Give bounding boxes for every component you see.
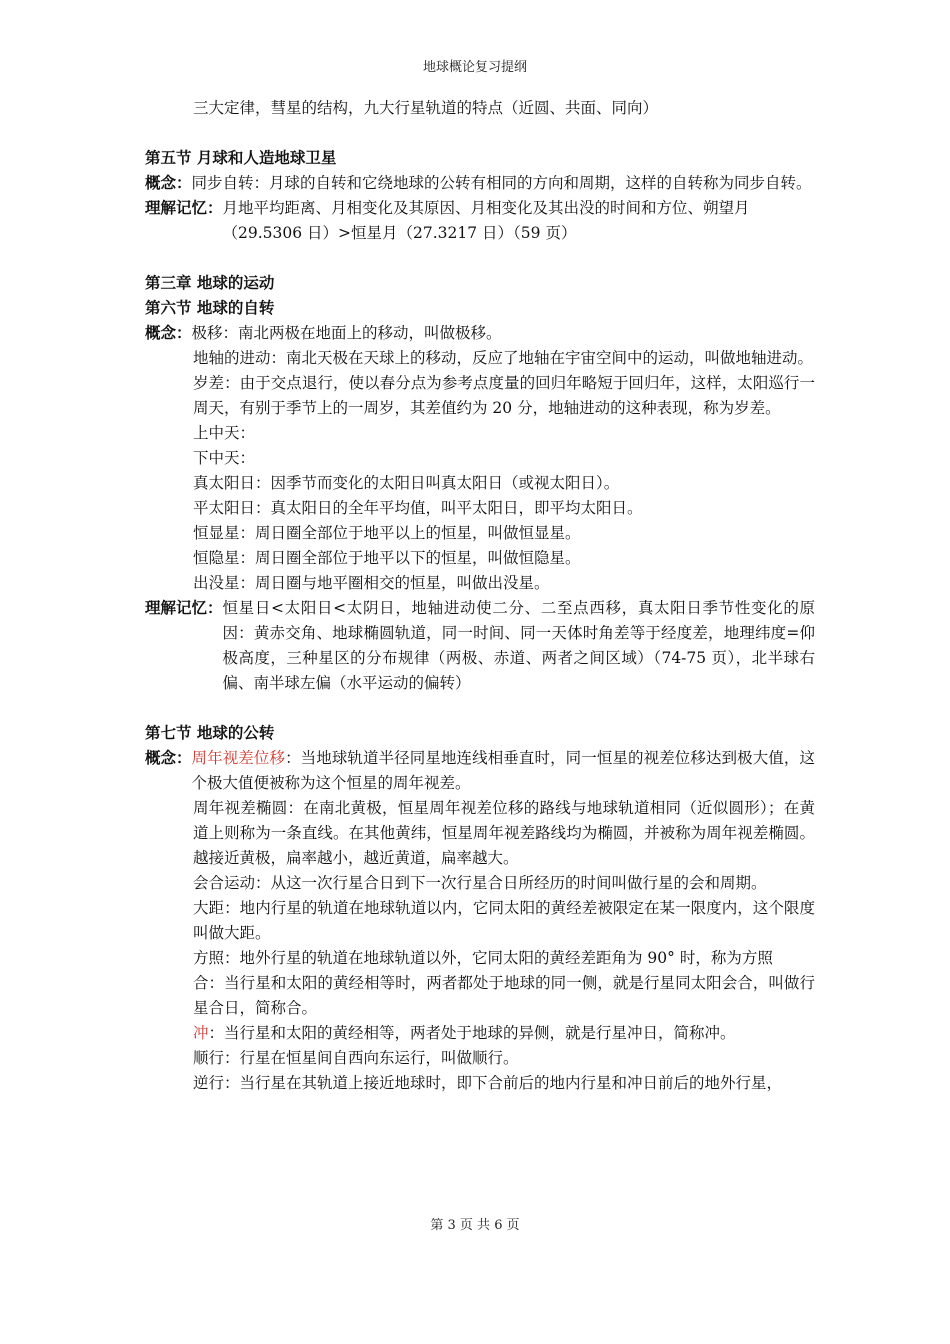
concept-item: 出没星：周日圈与地平圈相交的恒星，叫做出没星。 (193, 574, 550, 592)
paragraph: 三大定律，彗星的结构，九大行星轨道的特点（近圆、共面、同向） (193, 99, 659, 117)
concept-item: 合：当行星和太阳的黄经相等时，两者都处于地球的同一侧，就是行星同太阳会合，叫做行星合日，简称合。 (193, 974, 815, 1017)
concept-item: 恒隐星：周日圈全部位于地平以下的恒星，叫做恒隐星。 (193, 549, 581, 567)
memory-block (145, 596, 815, 696)
concept-label: 概念： (145, 174, 192, 192)
memory-text: （29.5306 日）>恒星月（27.3217 日）（59 页） (222, 224, 577, 242)
section-title: 第五节 月球和人造地球卫星 (145, 149, 337, 167)
concept-text: 极移：南北两极在地面上的移动，叫做极移。 (191, 324, 502, 342)
concept-text: 同步自转：月球的自转和它绕地球的公转有相同的方向和周期，这样的自转称为同步自转。 (191, 174, 812, 192)
memory-text: 恒星日<太阳日<太阴日，地轴进动使二分、二至点西移，真太阳日季节性变化的原因：黄赤交角、地球椭圆轨道，同一时间、同一天体时角差等于经度差，地理纬度=仰极高度，三种星区的分布规律（两极、赤道、两者之间区域）（74-75 页），北半球右偏、南半球左偏（水平运动的偏转） (222, 599, 815, 692)
concept-item: 上中天： (193, 424, 256, 442)
section-title: 第七节 地球的公转 (145, 724, 275, 742)
chapter-title: 第三章 地球的运动 (145, 274, 275, 292)
memory-text: 月地平均距离、月相变化及其原因、月相变化及其出没的时间和方位、朔望月 (222, 199, 750, 217)
page-header: 地球概论复习提纲 (422, 60, 527, 75)
concept-item: 会合运动：从这一次行星合日到下一次行星合日所经历的时间叫做行星的会和周期。 (193, 874, 767, 892)
concept-item: 地轴的进动：南北天极在天球上的移动，反应了地轴在宇宙空间中的运动，叫做地轴进动。 (193, 349, 814, 367)
document-body (145, 96, 815, 1096)
concept-list (145, 346, 815, 596)
concept-item: 真太阳日：因季节而变化的太阳日叫真太阳日（或视太阳日）。 (193, 474, 620, 492)
concept-item: 大距：地内行星的轨道在地球轨道以内，它同太阳的黄经差被限定在某一限度内，这个限度叫做大距。 (193, 899, 815, 942)
concept-block (145, 746, 815, 796)
concept-item: 周年视差椭圆：在南北黄极，恒星周年视差位移的路线与地球轨道相同（近似圆形）；在黄道上则称为一条直线。在其他黄纬，恒星周年视差路线均为椭圆，并被称为周年视差椭圆。越接近黄极，扁率越小，越近黄道，扁率越大。 (193, 799, 815, 867)
concept-block (145, 321, 815, 346)
concept-item: 岁差：由于交点退行，使以春分点为参考点度量的回归年略短于回归年，这样，太阳巡行一周天，有别于季节上的一周岁，其差值约为 20 分，地轴进动的这种表现，称为岁差。 (193, 374, 815, 417)
memory-label: 理解记忆： (145, 199, 223, 217)
highlighted-term: 冲 (193, 1024, 209, 1042)
concept-item (193, 1021, 815, 1046)
concept-item: 顺行：行星在恒星间自西向东运行，叫做顺行。 (193, 1049, 519, 1067)
memory-block (145, 196, 815, 246)
concept-label: 概念： (145, 749, 192, 767)
highlighted-term: 周年视差位移 (191, 749, 286, 767)
concept-label: 概念： (145, 324, 192, 342)
concept-item: 下中天： (193, 449, 256, 467)
concept-list (145, 796, 815, 1096)
concept-item: 恒显星：周日圈全部位于地平以上的恒星，叫做恒显星。 (193, 524, 581, 542)
concept-block (145, 171, 815, 196)
page-footer: 第 3 页 共 6 页 (430, 1218, 520, 1233)
concept-item: 逆行：当行星在其轨道上接近地球时，即下合前后的地内行星和冲日前后的地外行星， (193, 1074, 783, 1092)
concept-item: 方照：地外行星的轨道在地球轨道以外，它同太阳的黄经差距角为 90° 时，称为方照 (193, 949, 773, 967)
concept-item: 平太阳日：真太阳日的全年平均值，叫平太阳日，即平均太阳日。 (193, 499, 643, 517)
concept-text: ：当行星和太阳的黄经相等，两者处于地球的异侧，就是行星冲日，简称冲。 (208, 1024, 736, 1042)
section-title: 第六节 地球的自转 (145, 299, 275, 317)
concept-text: ：当地球轨道半径同星地连线相垂直时，同一恒星的视差位移达到极大值，这个极大值便被称为这个恒星的周年视差。 (191, 749, 815, 792)
memory-label: 理解记忆： (145, 599, 223, 617)
